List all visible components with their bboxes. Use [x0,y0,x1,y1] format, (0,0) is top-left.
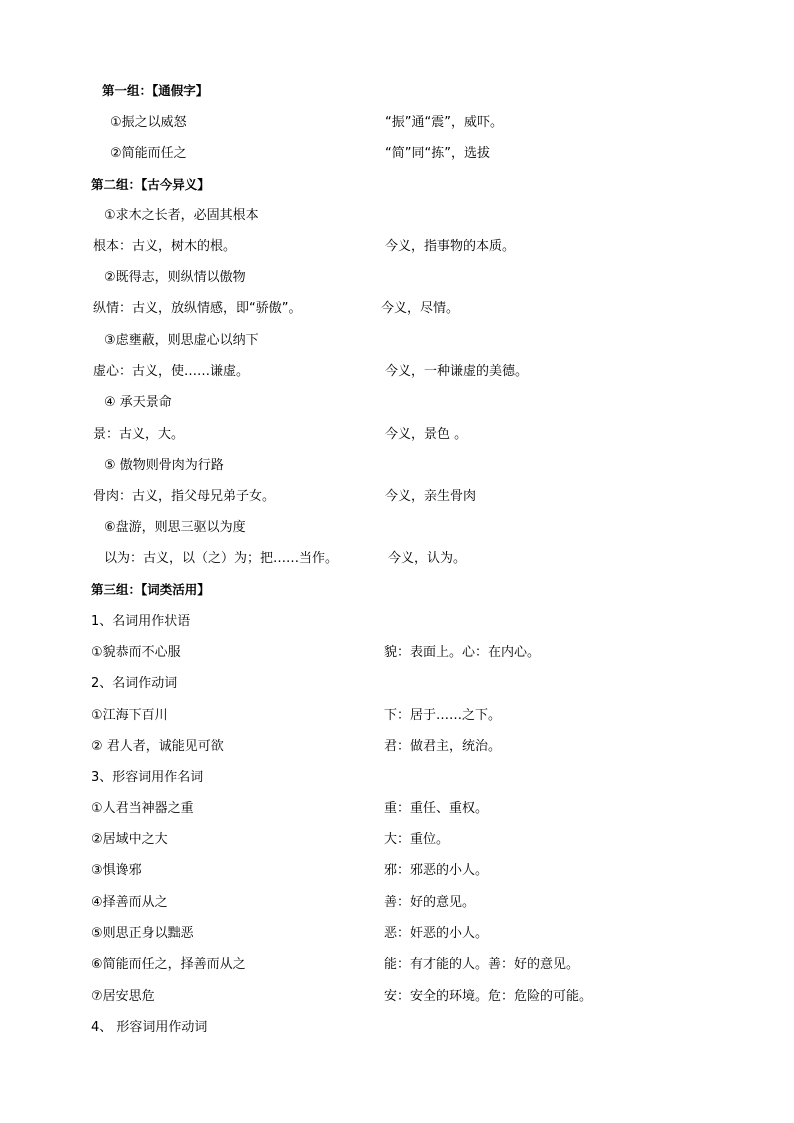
ancient-meaning: 根本：古义，树木的根。 [93,239,237,254]
group2-item-5-meaning [0,486,794,508]
modern-meaning: 今义，指事物的本质。 [385,239,516,254]
modern-meaning: 今义，一种谦虚的美德。 [385,364,529,379]
section-3-item-5 [0,923,794,945]
group1-item-1 [0,112,794,134]
group2-item-3-sentence [0,330,794,352]
section-2-title-row [0,673,794,695]
item-note: 下：居于……之下。 [384,708,502,723]
section-3-item-2 [0,829,794,851]
item-note: 恶：奸恶的小人。 [384,926,489,941]
section-3-item-4 [0,892,794,914]
section-title: 3、形容词用作名词 [91,770,204,785]
modern-meaning: 今义，亲生骨肉 [385,489,477,504]
item-sentence: ② 君人者，诚能见可欲 [91,739,224,754]
item-sentence: ②既得志，则纵情以傲物 [104,270,246,285]
group2-item-5-sentence [0,455,794,477]
group2-heading-row [0,174,794,196]
group2-item-2-sentence [0,267,794,289]
ancient-meaning: 景：古义，大。 [93,427,185,442]
item-sentence: ①貌恭而不心服 [91,645,181,660]
item-sentence: ①人君当神器之重 [91,801,194,816]
section-3-title-row [0,767,794,789]
item-sentence: ①求木之长者，必固其根本 [104,208,259,223]
section-3-item-7 [0,986,794,1008]
group2-item-6-meaning [0,548,794,570]
ancient-meaning: 骨肉：古义，指父母兄弟子女。 [93,489,276,504]
section-2-item-1 [0,705,794,727]
item-sentence: ④择善而从之 [91,895,168,910]
ancient-meaning: 纵情：古义，放纵情感，即“骄傲”。 [93,301,302,316]
item-note: 安：安全的环境。危：危险的可能。 [384,989,593,1004]
item-note: “简”同“拣”，选拔 [385,146,490,161]
item-note: 善：好的意见。 [384,895,476,910]
item-sentence: ⑥简能而任之，择善而从之 [91,957,246,972]
section-1-title-row [0,611,794,633]
group3-heading-row [0,579,794,601]
modern-meaning: 今义，景色 。 [385,427,468,442]
group1-item-2 [0,143,794,165]
item-sentence: ③惧谗邪 [91,863,142,878]
item-note: 能：有才能的人。善：好的意见。 [384,957,580,972]
item-sentence: ⑤则思正身以黜恶 [91,926,194,941]
item-note: 重：重任、重权。 [384,801,489,816]
group2-item-4-sentence [0,392,794,414]
section-title: 4、 形容词用作动词 [91,1020,208,1035]
item-note: 君：做君主，统治。 [384,739,502,754]
ancient-meaning: 以为：古义，以（之）为；把……当作。 [104,551,339,566]
section-4-title-row [0,1017,794,1039]
section-2-item-2 [0,736,794,758]
group2-item-3-meaning [0,361,794,383]
item-sentence: ②简能而任之 [110,146,187,161]
section-3-item-3 [0,860,794,882]
section-title: 1、名词用作状语 [91,614,191,629]
group2-item-4-meaning [0,424,794,446]
item-sentence: ③虑壅蔽，则思虚心以纳下 [104,333,259,348]
group2-item-2-meaning [0,298,794,320]
item-note: 邪：邪恶的小人。 [384,863,489,878]
group2-item-1-meaning [0,236,794,258]
item-sentence: ①振之以威怒 [110,115,187,130]
group1-heading: 第一组：【通假字】 [102,83,209,98]
group2-item-6-sentence [0,517,794,539]
section-3-item-6 [0,954,794,976]
group2-item-1-sentence [0,205,794,227]
section-3-item-1 [0,798,794,820]
item-note: 大：重位。 [384,832,450,847]
group1-heading-row [0,80,794,102]
item-note: “振”通“震”，威吓。 [385,115,503,130]
item-sentence: ④ 承天景命 [104,395,172,410]
modern-meaning: 今义，尽情。 [381,301,460,316]
item-sentence: ⑦居安思危 [91,989,155,1004]
item-sentence: ①江海下百川 [91,708,168,723]
section-title: 2、名词作动词 [91,676,178,691]
item-sentence: ⑥盘游，则思三驱以为度 [104,520,246,535]
item-sentence: ②居域中之大 [91,832,168,847]
modern-meaning: 今义，认为。 [388,551,467,566]
item-sentence: ⑤ 傲物则骨肉为行路 [104,458,224,473]
group2-heading: 第二组：【古今异义】 [91,177,210,192]
ancient-meaning: 虚心：古义，使……谦虚。 [93,364,250,379]
section-1-item-1 [0,642,794,664]
group3-heading: 第三组：【词类活用】 [91,582,210,597]
item-note: 貌：表面上。心：在内心。 [384,645,541,660]
